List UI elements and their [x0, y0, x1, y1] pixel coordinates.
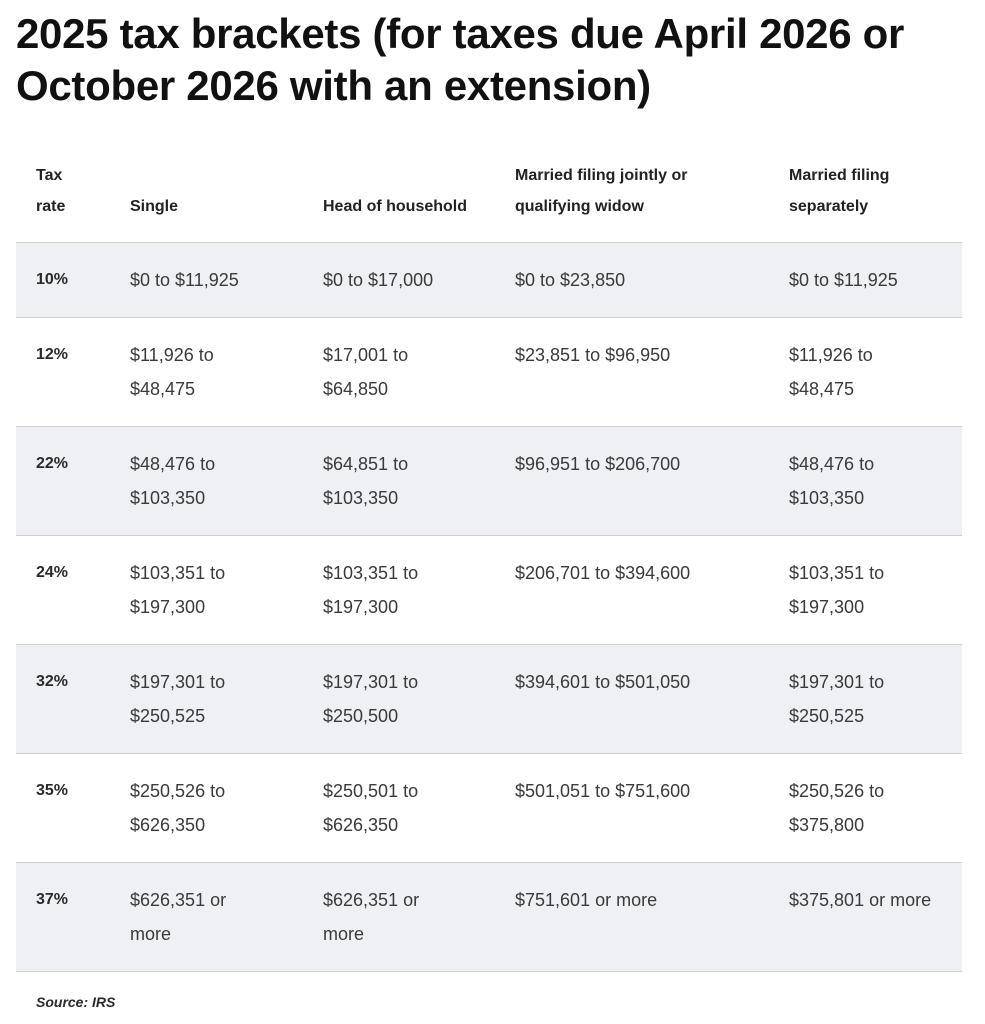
tax-rate-cell: 12%	[16, 318, 110, 427]
married-jointly-cell: $0 to $23,850	[495, 243, 769, 318]
tax-rate-cell: 10%	[16, 243, 110, 318]
tax-rate-cell: 22%	[16, 427, 110, 536]
single-cell: $11,926 to $48,475	[110, 318, 303, 427]
source-note: Source: IRS	[36, 994, 116, 1010]
tax-rate-cell: 24%	[16, 536, 110, 645]
article-section	[16, 8, 962, 1010]
head-of-household-cell: $197,301 to $250,500	[303, 645, 495, 754]
married-separately-cell: $375,801 or more	[769, 863, 962, 972]
married-separately-cell: $250,526 to $375,800	[769, 754, 962, 863]
married-separately-cell: $197,301 to $250,525	[769, 645, 962, 754]
table-row	[16, 318, 962, 427]
table-row	[16, 243, 962, 318]
tax-rate-cell: 35%	[16, 754, 110, 863]
header-tax-rate: Tax rate	[16, 158, 110, 243]
tax-brackets-table	[16, 158, 962, 972]
header-married-separately: Married filing separately	[769, 158, 962, 243]
married-separately-cell: $0 to $11,925	[769, 243, 962, 318]
married-jointly-cell: $501,051 to $751,600	[495, 754, 769, 863]
single-cell: $197,301 to $250,525	[110, 645, 303, 754]
page-title: 2025 tax brackets (for taxes due April 2026 or October 2026 with an extension)	[16, 10, 905, 109]
married-jointly-cell: $394,601 to $501,050	[495, 645, 769, 754]
single-cell: $48,476 to $103,350	[110, 427, 303, 536]
head-of-household-cell: $626,351 or more	[303, 863, 495, 972]
married-jointly-cell: $206,701 to $394,600	[495, 536, 769, 645]
head-of-household-cell: $64,851 to $103,350	[303, 427, 495, 536]
married-separately-cell: $48,476 to $103,350	[769, 427, 962, 536]
married-jointly-cell: $751,601 or more	[495, 863, 769, 972]
head-of-household-cell: $250,501 to $626,350	[303, 754, 495, 863]
table-row	[16, 536, 962, 645]
head-of-household-cell: $17,001 to $64,850	[303, 318, 495, 427]
single-cell: $0 to $11,925	[110, 243, 303, 318]
single-cell: $103,351 to $197,300	[110, 536, 303, 645]
header-head-of-household: Head of household	[303, 158, 495, 243]
tax-rate-cell: 37%	[16, 863, 110, 972]
table-row	[16, 645, 962, 754]
married-separately-cell: $11,926 to $48,475	[769, 318, 962, 427]
married-jointly-cell: $23,851 to $96,950	[495, 318, 769, 427]
married-jointly-cell: $96,951 to $206,700	[495, 427, 769, 536]
table-row	[16, 754, 962, 863]
table-header-row	[16, 158, 962, 243]
single-cell: $250,526 to $626,350	[110, 754, 303, 863]
single-cell: $626,351 or more	[110, 863, 303, 972]
table-row	[16, 863, 962, 972]
table-row	[16, 427, 962, 536]
married-separately-cell: $103,351 to $197,300	[769, 536, 962, 645]
header-single: Single	[110, 158, 303, 243]
tax-rate-cell: 32%	[16, 645, 110, 754]
head-of-household-cell: $103,351 to $197,300	[303, 536, 495, 645]
head-of-household-cell: $0 to $17,000	[303, 243, 495, 318]
header-married-jointly: Married filing jointly or qualifying widow	[495, 158, 769, 243]
